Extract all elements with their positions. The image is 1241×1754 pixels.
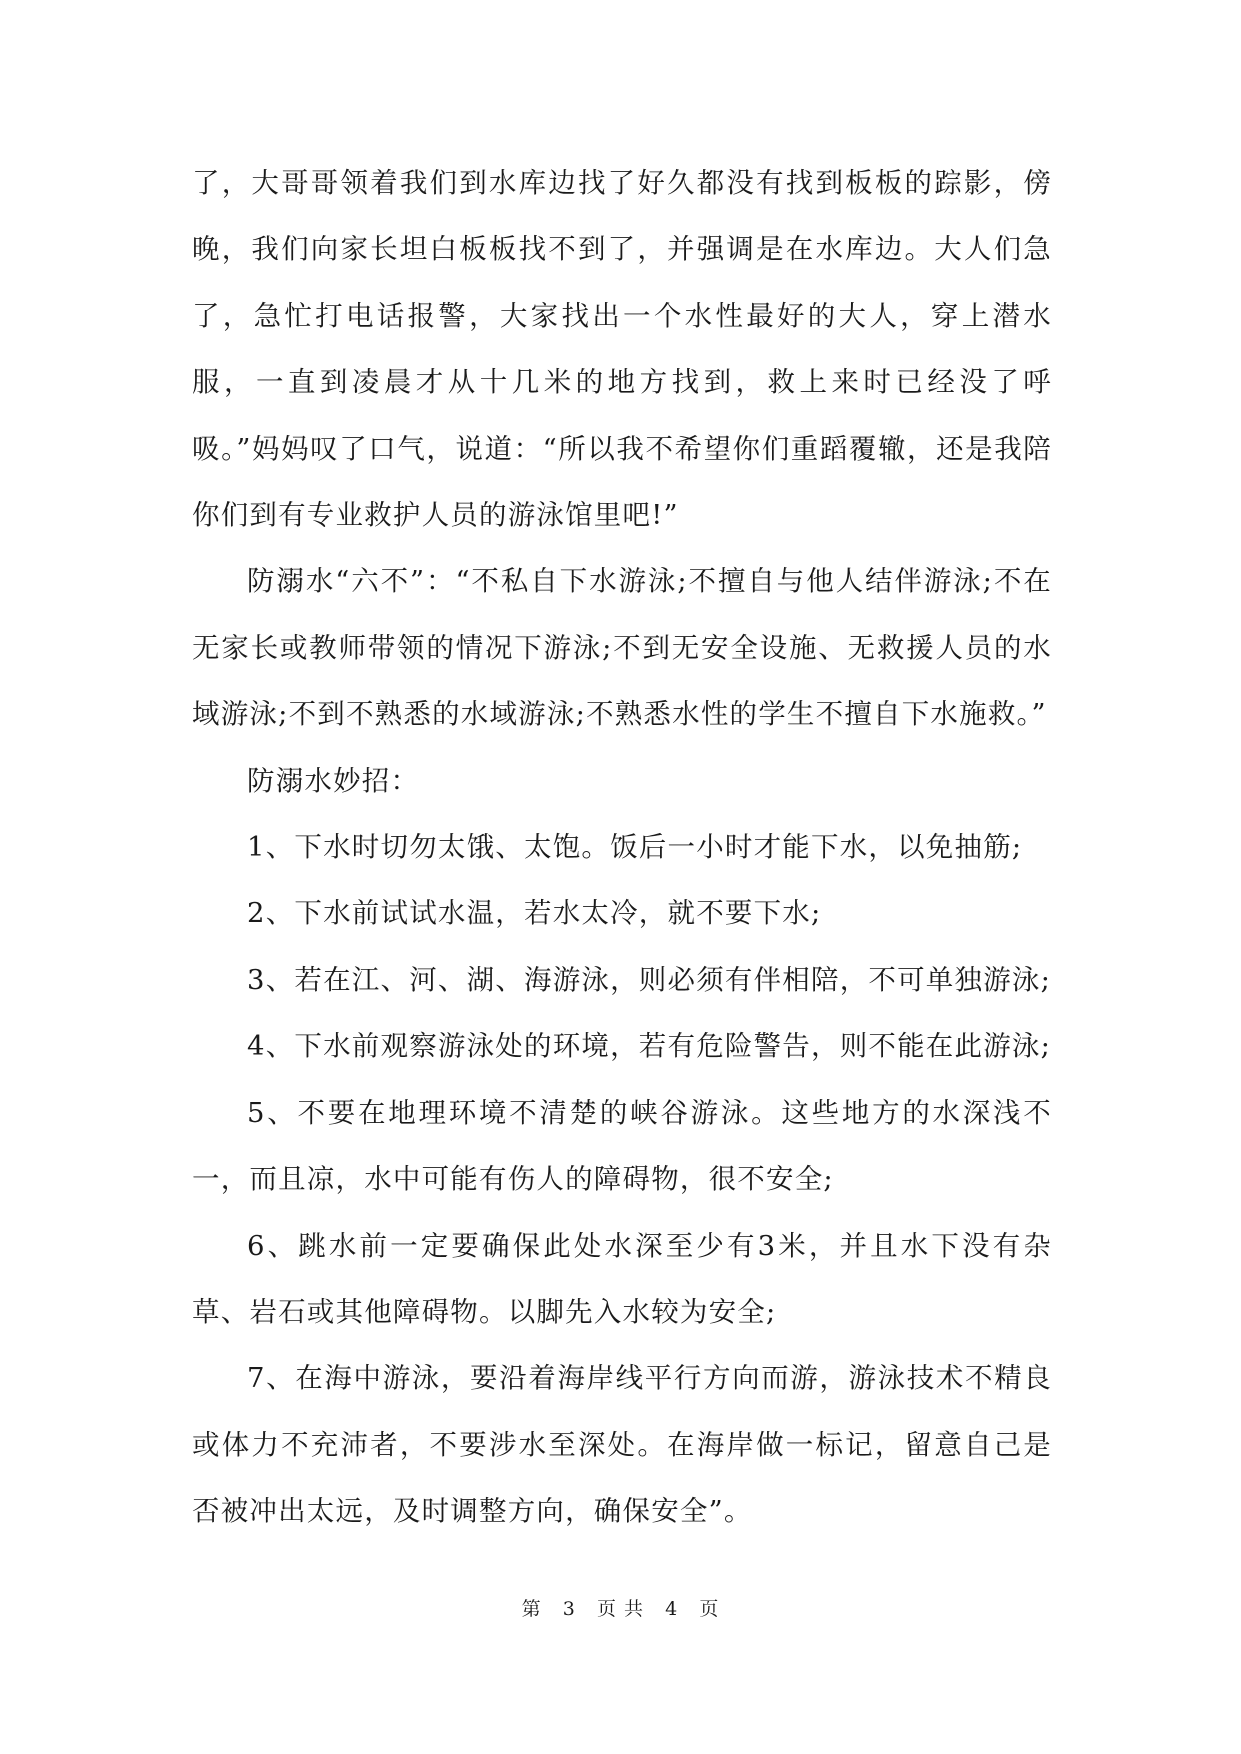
footer-prefix: 第 xyxy=(521,1598,542,1620)
list-item-tip-2: 2、下水前试试水温，若水太冷，就不要下水; xyxy=(247,897,822,930)
footer-current-page: 3 xyxy=(562,1598,576,1620)
document-body xyxy=(192,150,1052,1545)
list-item-tip-4: 4、下水前观察游泳处的环境，若有危险警告，则不能在此游泳; xyxy=(247,1030,1052,1063)
list-item-tip-6: 6、跳水前一定要确保此处水深至少有3米，并且水下没有杂草、岩石或其他障碍物。以脚先入水较为安全; xyxy=(192,1229,1052,1328)
list-item-tip-5: 5、不要在地理环境不清楚的峡谷游泳。这些地方的水深浅不一，而且凉，水中可能有伤人的障碍物，很不安全; xyxy=(192,1096,1052,1196)
page-footer xyxy=(0,1594,1241,1621)
footer-suffix: 页 xyxy=(699,1598,720,1620)
list-item-tip-3: 3、若在江、河、湖、海游泳，则必须有伴相陪，不可单独游泳; xyxy=(247,963,1052,996)
list-item-tip-7: 7、在海中游泳，要沿着海岸线平行方向而游，游泳技术不精良或体力不充沛者，不要涉水至深处。在海岸做一标记，留意自己是否被冲出太远，及时调整方向，确保安全”。 xyxy=(192,1362,1052,1528)
footer-middle: 页 共 xyxy=(596,1598,645,1620)
footer-total-pages: 4 xyxy=(665,1598,679,1620)
list-item-tip-1: 1、下水时切勿太饿、太饱。饭后一小时才能下水，以免抽筋; xyxy=(247,831,1023,864)
paragraph-story-continuation: 了，大哥哥领着我们到水库边找了好久都没有找到板板的踪影，傍晚，我们向家长坦白板板找不到了，并强调是在水库边。大人们急了，急忙打电话报警，大家找出一个水性最好的大人，穿上潜水服，一直到凌晨才从十几米的地方找到，救上来时已经没了呼吸。”妈妈叹了口气，说道：“所以我不希望你们重蹈覆辙，还是我陪你们到有专业救护人员的游泳馆里吧!” xyxy=(192,167,1052,532)
paragraph-six-rules: 防溺水“六不”：“不私自下水游泳;不擅自与他人结伴游泳;不在无家长或教师带领的情况下游泳;不到无安全设施、无救援人员的水域游泳;不到不熟悉的水域游泳;不熟悉水性的学生不擅自下水施救。” xyxy=(192,565,1052,731)
paragraph-tips-heading: 防溺水妙招： xyxy=(247,764,420,797)
